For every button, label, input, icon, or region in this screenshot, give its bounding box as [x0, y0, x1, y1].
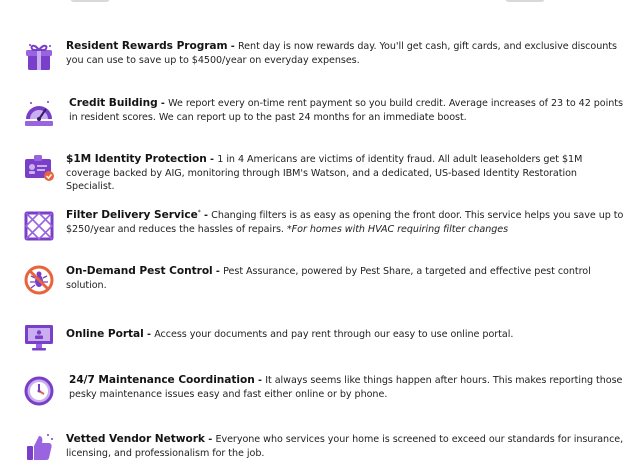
benefit-footnote: *For homes with HVAC requiring filter changes	[286, 223, 509, 235]
title-separator: -	[143, 329, 155, 340]
thumbs-up-icon	[22, 431, 56, 460]
title-separator: -	[157, 98, 169, 109]
benefit-title: Credit Building	[69, 97, 158, 109]
computer-monitor-icon	[22, 320, 56, 354]
benefit-title: Resident Rewards Program	[66, 40, 228, 52]
title-footnote-mark: *	[197, 208, 201, 216]
title-separator: -	[200, 210, 212, 221]
benefit-title: On-Demand Pest Control	[66, 265, 213, 277]
clock-icon	[22, 374, 56, 408]
benefit-description: Changing filters is as easy as opening the front door. This service helps you save up to $250/year and reduces the hassles of repairs.	[66, 210, 624, 235]
benefit-title: 24/7 Maintenance Coordination	[69, 374, 255, 386]
benefit-title: Online Portal	[66, 328, 144, 340]
gift-icon	[22, 40, 56, 74]
title-separator: -	[206, 154, 218, 165]
benefit-description: Pest Assurance, powered by Pest Share, a targeted and effective pest control solution.	[66, 266, 591, 291]
benefit-title: Filter Delivery Service	[66, 209, 198, 221]
title-separator: -	[204, 434, 216, 445]
benefit-title: Vetted Vendor Network	[66, 433, 205, 445]
benefit-title: $1M Identity Protection	[66, 153, 207, 165]
id-card-icon	[22, 151, 56, 185]
benefit-description: Everyone who services your home is screened to exceed our standards for insurance, licensing, and professionalism for the job.	[66, 434, 624, 459]
benefit-description: It always seems like things happen after hours. This makes reporting those pesky maintenance issues easy and fast either online or by phone.	[69, 375, 623, 400]
title-separator: -	[227, 41, 238, 52]
air-filter-icon	[22, 209, 56, 243]
benefit-description: Rent day is now rewards day. You'll get cash, gift cards, and exclusive discounts you can use to save up to $4500/year on everyday expenses.	[66, 41, 617, 66]
benefit-description: Access your documents and pay rent through our easy to use online portal.	[154, 329, 514, 340]
credit-gauge-icon	[22, 97, 56, 131]
title-separator: -	[254, 375, 266, 386]
title-separator: -	[212, 266, 224, 277]
no-pest-icon	[22, 263, 56, 297]
benefit-description: 1 in 4 Americans are victims of identity fraud. All adult leaseholders get $1M coverage backed by AIG, monitoring through IBM's Watson, and a dedicated, US-based Identity Restoration Specialist.	[66, 154, 583, 192]
benefit-description: We report every on-time rent payment so you build credit. Average increases of 23 to 42 points in resident scores. We can report up to the past 24 months for an immediate boost.	[69, 98, 623, 123]
